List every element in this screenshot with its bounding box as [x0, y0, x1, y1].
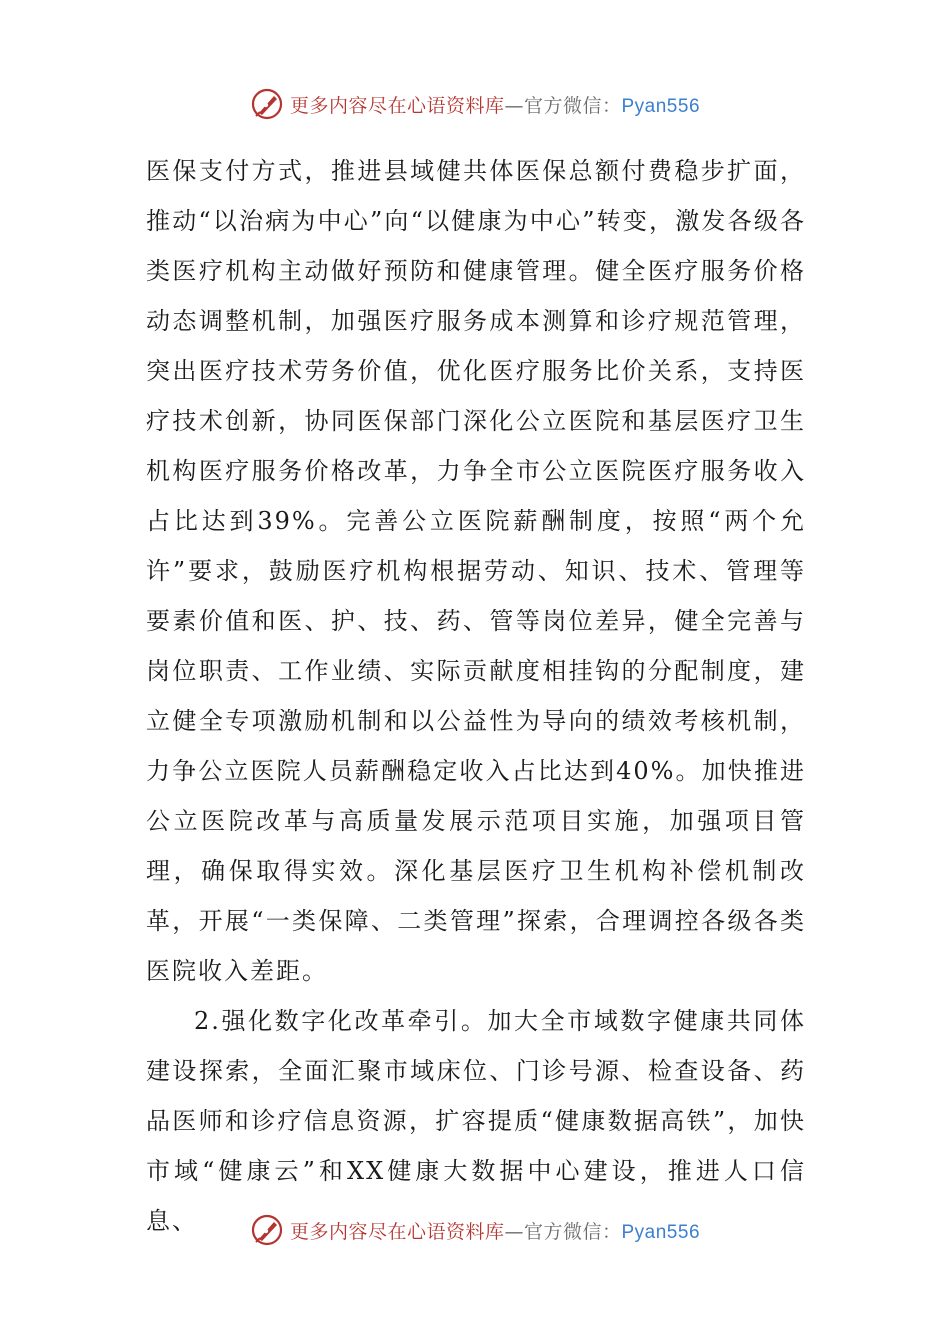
document-body — [146, 146, 806, 1246]
banner-middle: 官方微信： — [523, 1220, 622, 1243]
header-banner — [0, 84, 950, 124]
body-paragraph-1: 医保支付方式，推进县域健共体医保总额付费稳步扩面，推动“以治病为中心”向“以健康为中心”转变，激发各级各类医疗机构主动做好预防和健康管理。健全医疗服务价格动态调整机制，加强医疗服务成本测算和诊疗规范管理，突出医疗技术劳务价值，优化医疗服务比价关系，支持医疗技术创新，协同医保部门深化公立医院和基层医疗卫生机构医疗服务价格改革，力争全市公立医院医疗服务收入占比达到39%。完善公立医院薪酬制度，按照“两个允许”要求，鼓励医疗机构根据劳动、知识、技术、管理等要素价值和医、护、技、药、管等岗位差异，健全完善与岗位职责、工作业绩、实际贡献度相挂钩的分配制度，建立健全专项激励机制和以公益性为导向的绩效考核机制，力争公立医院人员薪酬稳定收入占比达到40%。加快推进公立医院改革与高质量发展示范项目实施，加强项目管理，确保取得实效。深化基层医疗卫生机构补偿机制改革，开展“一类保障、二类管理”探索，合理调控各级各类医院收入差距。 — [146, 157, 806, 985]
quill-logo-icon — [250, 87, 284, 121]
banner-middle: 官方微信： — [523, 94, 622, 117]
banner-contact: Pyan556 — [621, 95, 701, 117]
quill-logo-icon — [250, 1213, 284, 1247]
banner-prefix: 更多内容尽在心语资料库 — [289, 1220, 505, 1243]
banner-prefix: 更多内容尽在心语资料库 — [289, 94, 505, 117]
banner-text — [290, 91, 700, 118]
banner-dash: — — [504, 94, 524, 117]
body-paragraph-2: 2.强化数字化改革牵引。加大全市域数字健康共同体建设探索，全面汇聚市域床位、门诊号源、检查设备、药品医师和诊疗信息资源，扩容提质“健康数据高铁”，加快市域“健康云”和XX健康大数据中心建设，推进人口信息、 — [146, 1007, 806, 1235]
banner-text — [290, 1217, 700, 1244]
banner-dash: — — [504, 1220, 524, 1243]
footer-banner — [0, 1210, 950, 1250]
banner-contact: Pyan556 — [621, 1221, 701, 1243]
